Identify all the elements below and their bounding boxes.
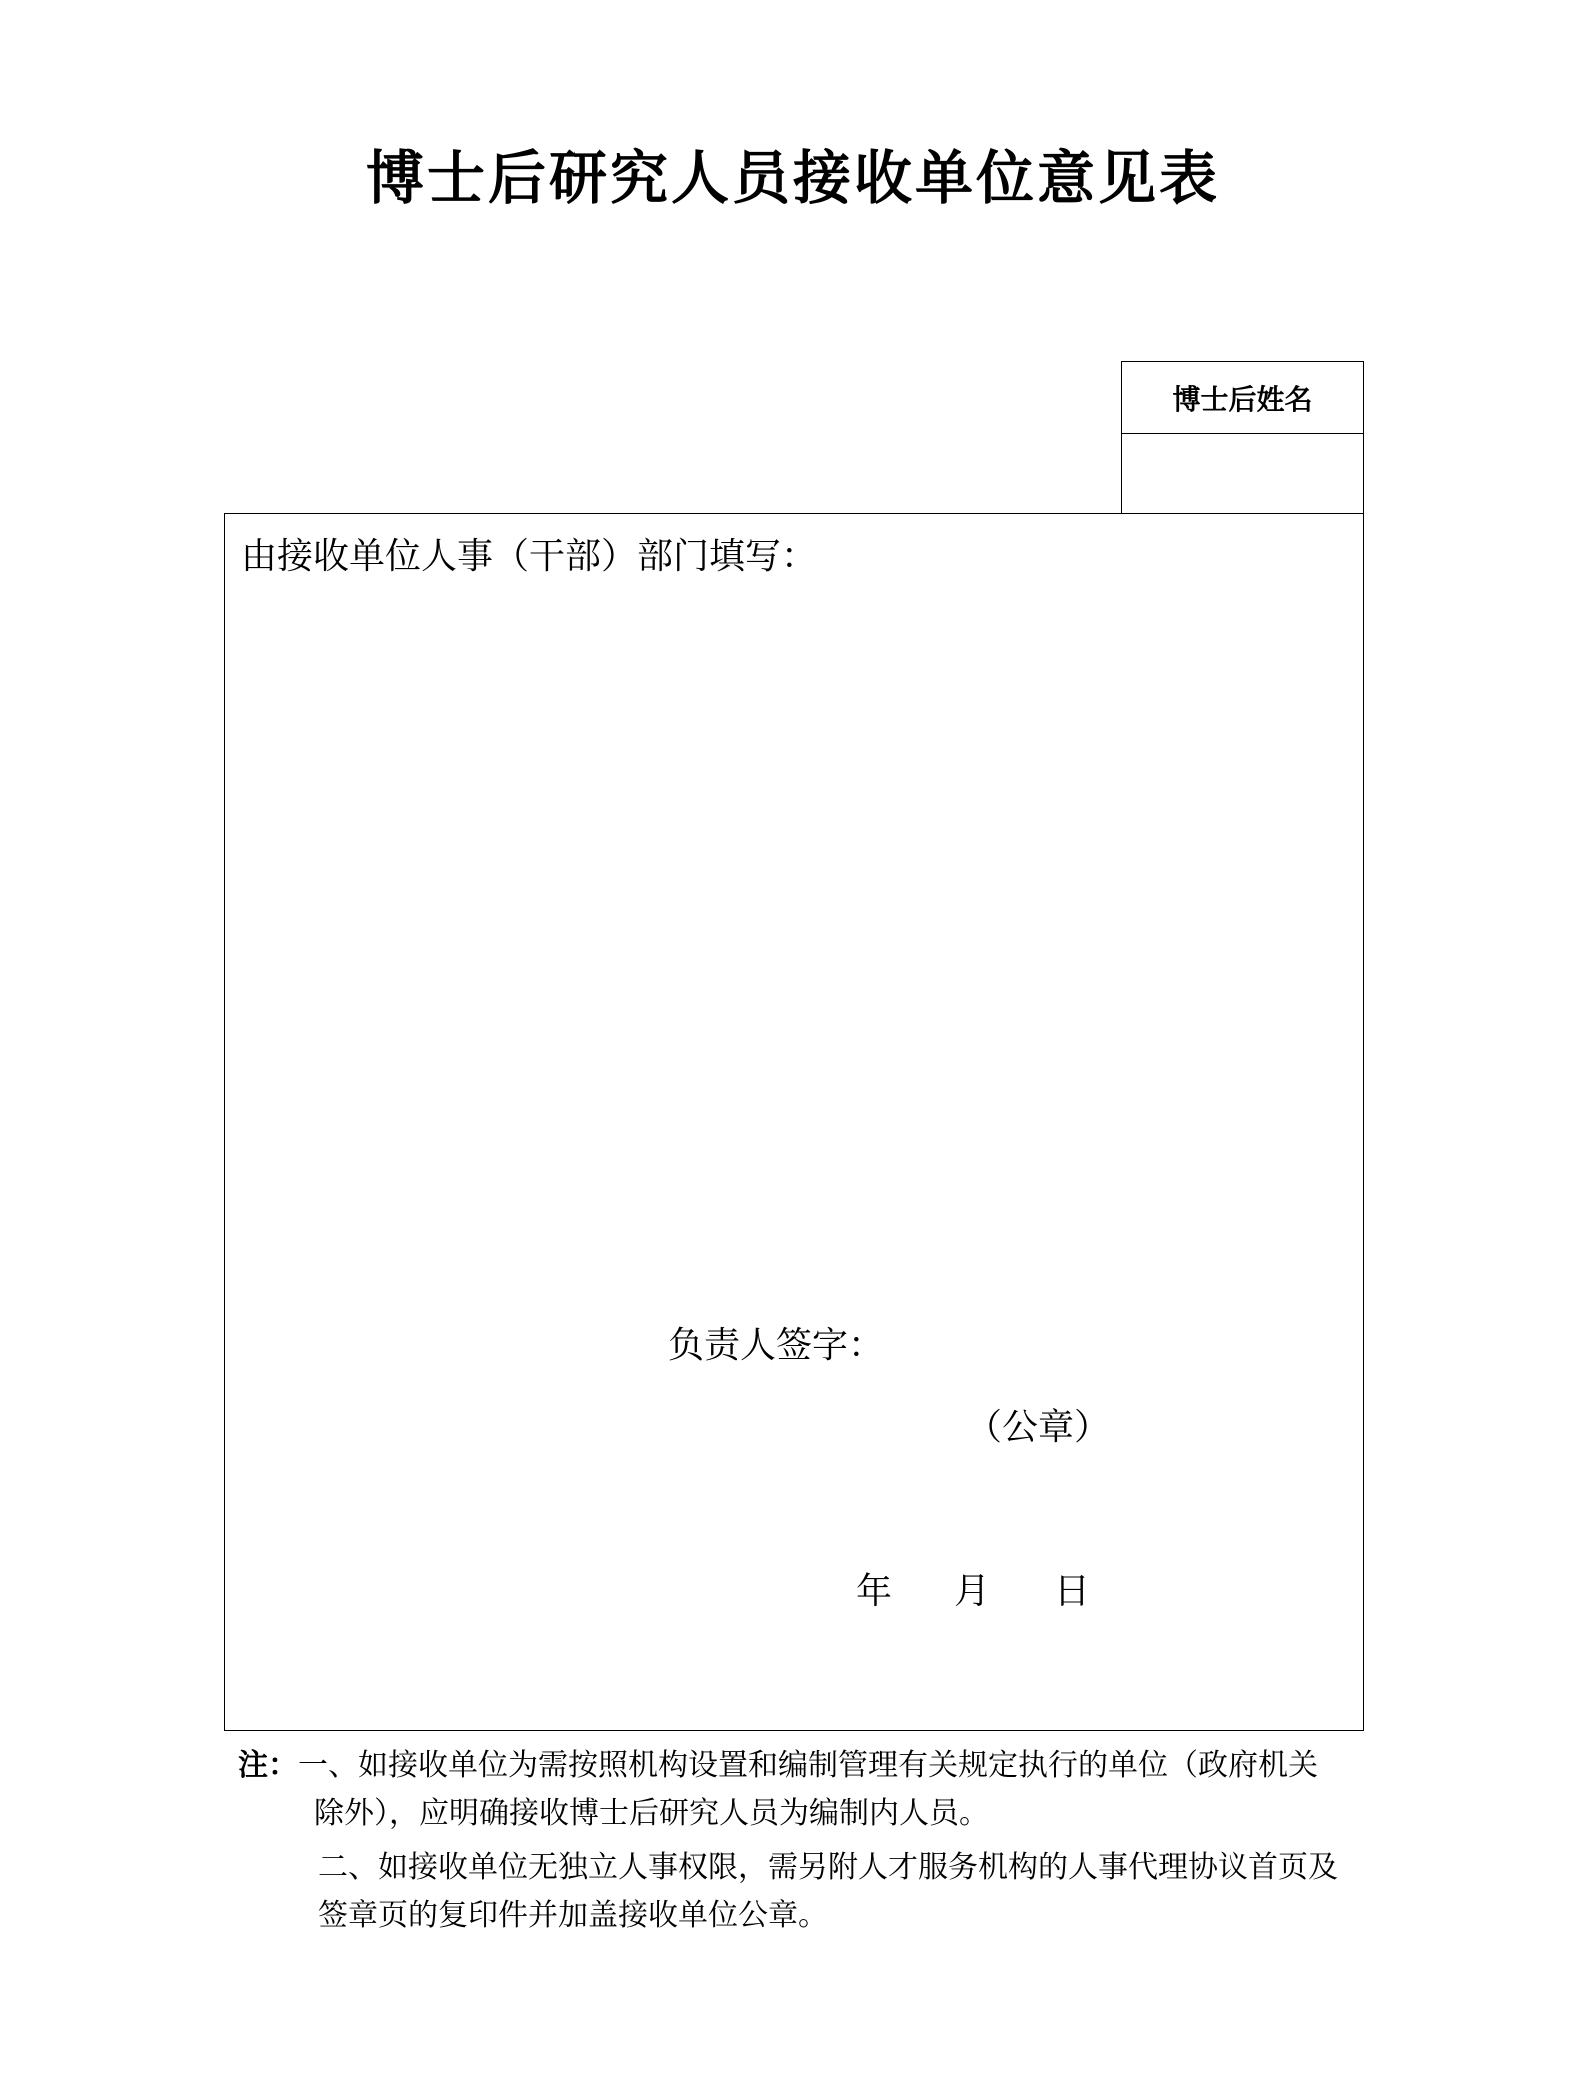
seal-label: （公章）	[966, 1407, 1111, 1448]
note-item-1	[238, 1742, 1398, 1790]
notes-section	[238, 1742, 1398, 1940]
date-month-label: 月	[954, 1571, 991, 1612]
postdoc-name-field[interactable]	[1122, 434, 1363, 512]
note-item-2-line-1: 二、如接收单位无独立人事权限，需另附人才服务机构的人事代理协议首页及	[318, 1850, 1338, 1885]
opinion-box[interactable]	[224, 513, 1364, 1731]
date-line	[856, 1567, 1090, 1617]
date-year-label: 年	[856, 1571, 893, 1612]
note-item-1-line-2: 除外），应明确接收博士后研究人员为编制内人员。	[314, 1796, 989, 1831]
signature-label: 负责人签字：	[668, 1325, 885, 1366]
postdoc-name-box	[1121, 361, 1364, 514]
note-item-1-line-1: 一、如接收单位为需按照机构设置和编制管理有关规定执行的单位（政府机关	[298, 1748, 1318, 1783]
fill-instruction: 由接收单位人事（干部）部门填写：	[241, 536, 818, 577]
postdoc-name-label: 博士后姓名	[1122, 362, 1363, 434]
date-day-label: 日	[1054, 1571, 1091, 1612]
note-item-2-line-2: 签章页的复印件并加盖接收单位公章。	[318, 1898, 828, 1933]
notes-prefix: 注：	[238, 1748, 298, 1783]
page-title: 博士后研究人员接收单位意见表	[365, 144, 1220, 212]
